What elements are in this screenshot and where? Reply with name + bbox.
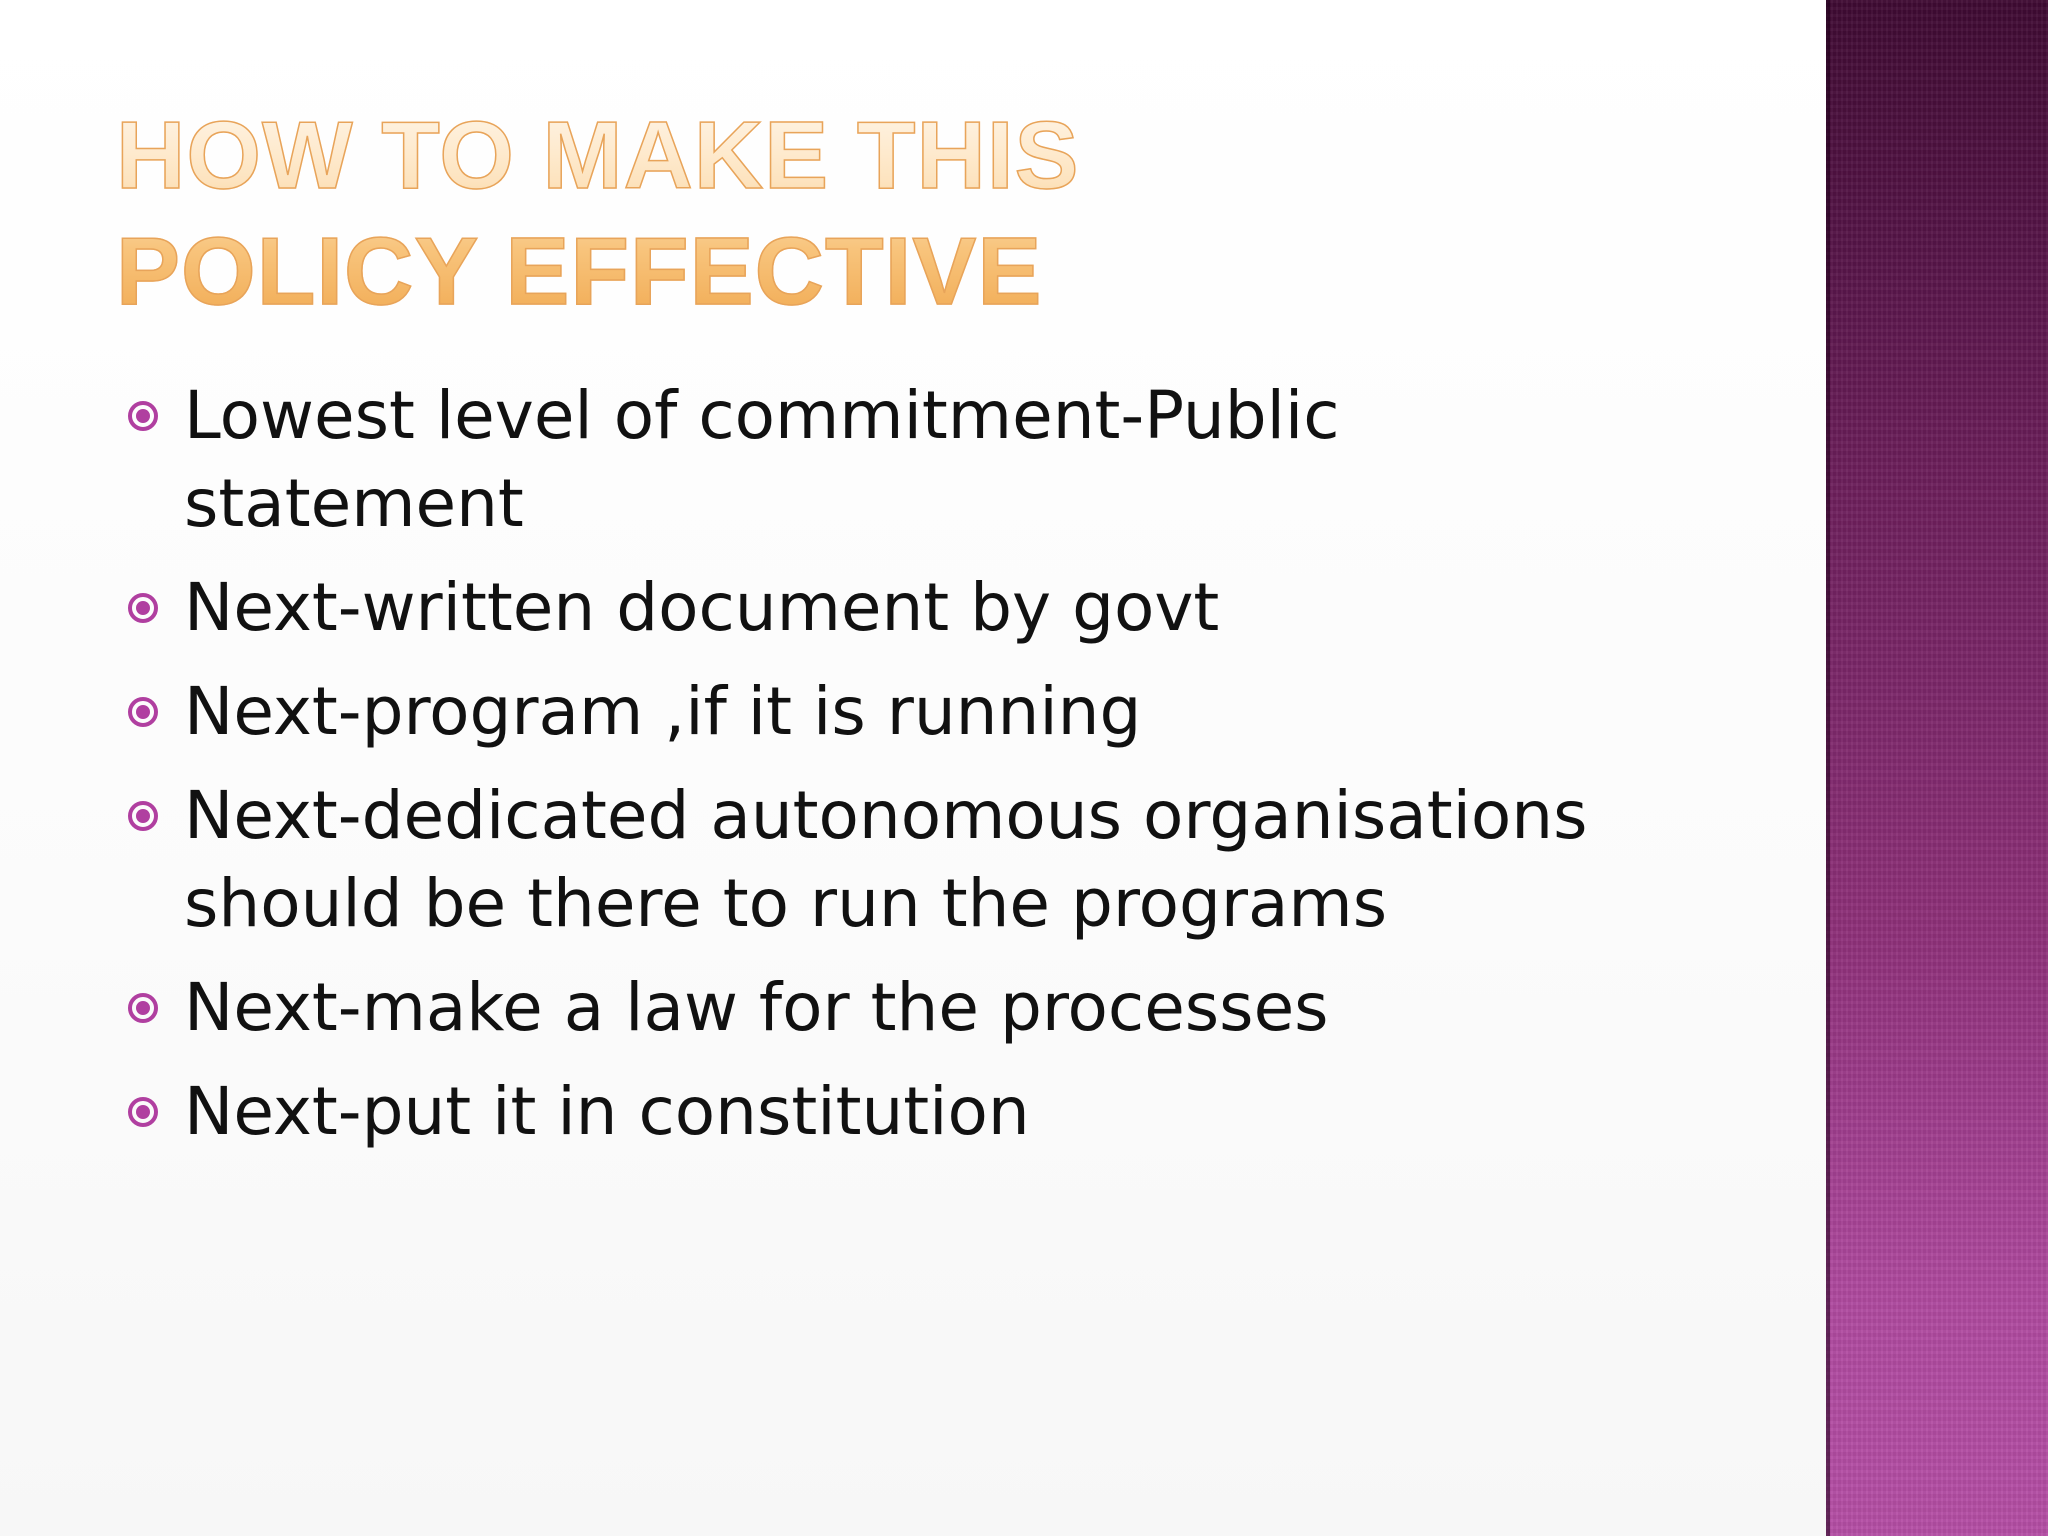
bullet-text: Next-written document by govt xyxy=(184,569,1220,646)
bullet-text: Next-dedicated autonomous organisations should be there to run the programs xyxy=(184,777,1588,942)
bullet-item xyxy=(124,564,1684,652)
bullet-item xyxy=(124,372,1684,548)
bullet-text: Next-make a law for the processes xyxy=(184,969,1329,1046)
circled-dot-icon xyxy=(128,801,158,831)
decorative-side-band xyxy=(1826,0,2048,1536)
bullet-item xyxy=(124,1068,1684,1156)
bullet-item xyxy=(124,772,1684,948)
circled-dot-icon xyxy=(128,697,158,727)
bullet-item xyxy=(124,668,1684,756)
circled-dot-icon xyxy=(128,993,158,1023)
bullet-list xyxy=(124,372,1684,1172)
circled-dot-icon xyxy=(128,593,158,623)
circled-dot-icon xyxy=(128,1097,158,1127)
bullet-item xyxy=(124,964,1684,1052)
circled-dot-icon xyxy=(128,401,158,431)
bullet-text: Lowest level of commitment-Public statement xyxy=(184,377,1340,542)
bullet-text: Next-put it in constitution xyxy=(184,1073,1030,1150)
bullet-text: Next-program ,if it is running xyxy=(184,673,1142,750)
slide-title: HOW TO MAKE THIS POLICY EFFECTIVE xyxy=(116,98,1416,330)
